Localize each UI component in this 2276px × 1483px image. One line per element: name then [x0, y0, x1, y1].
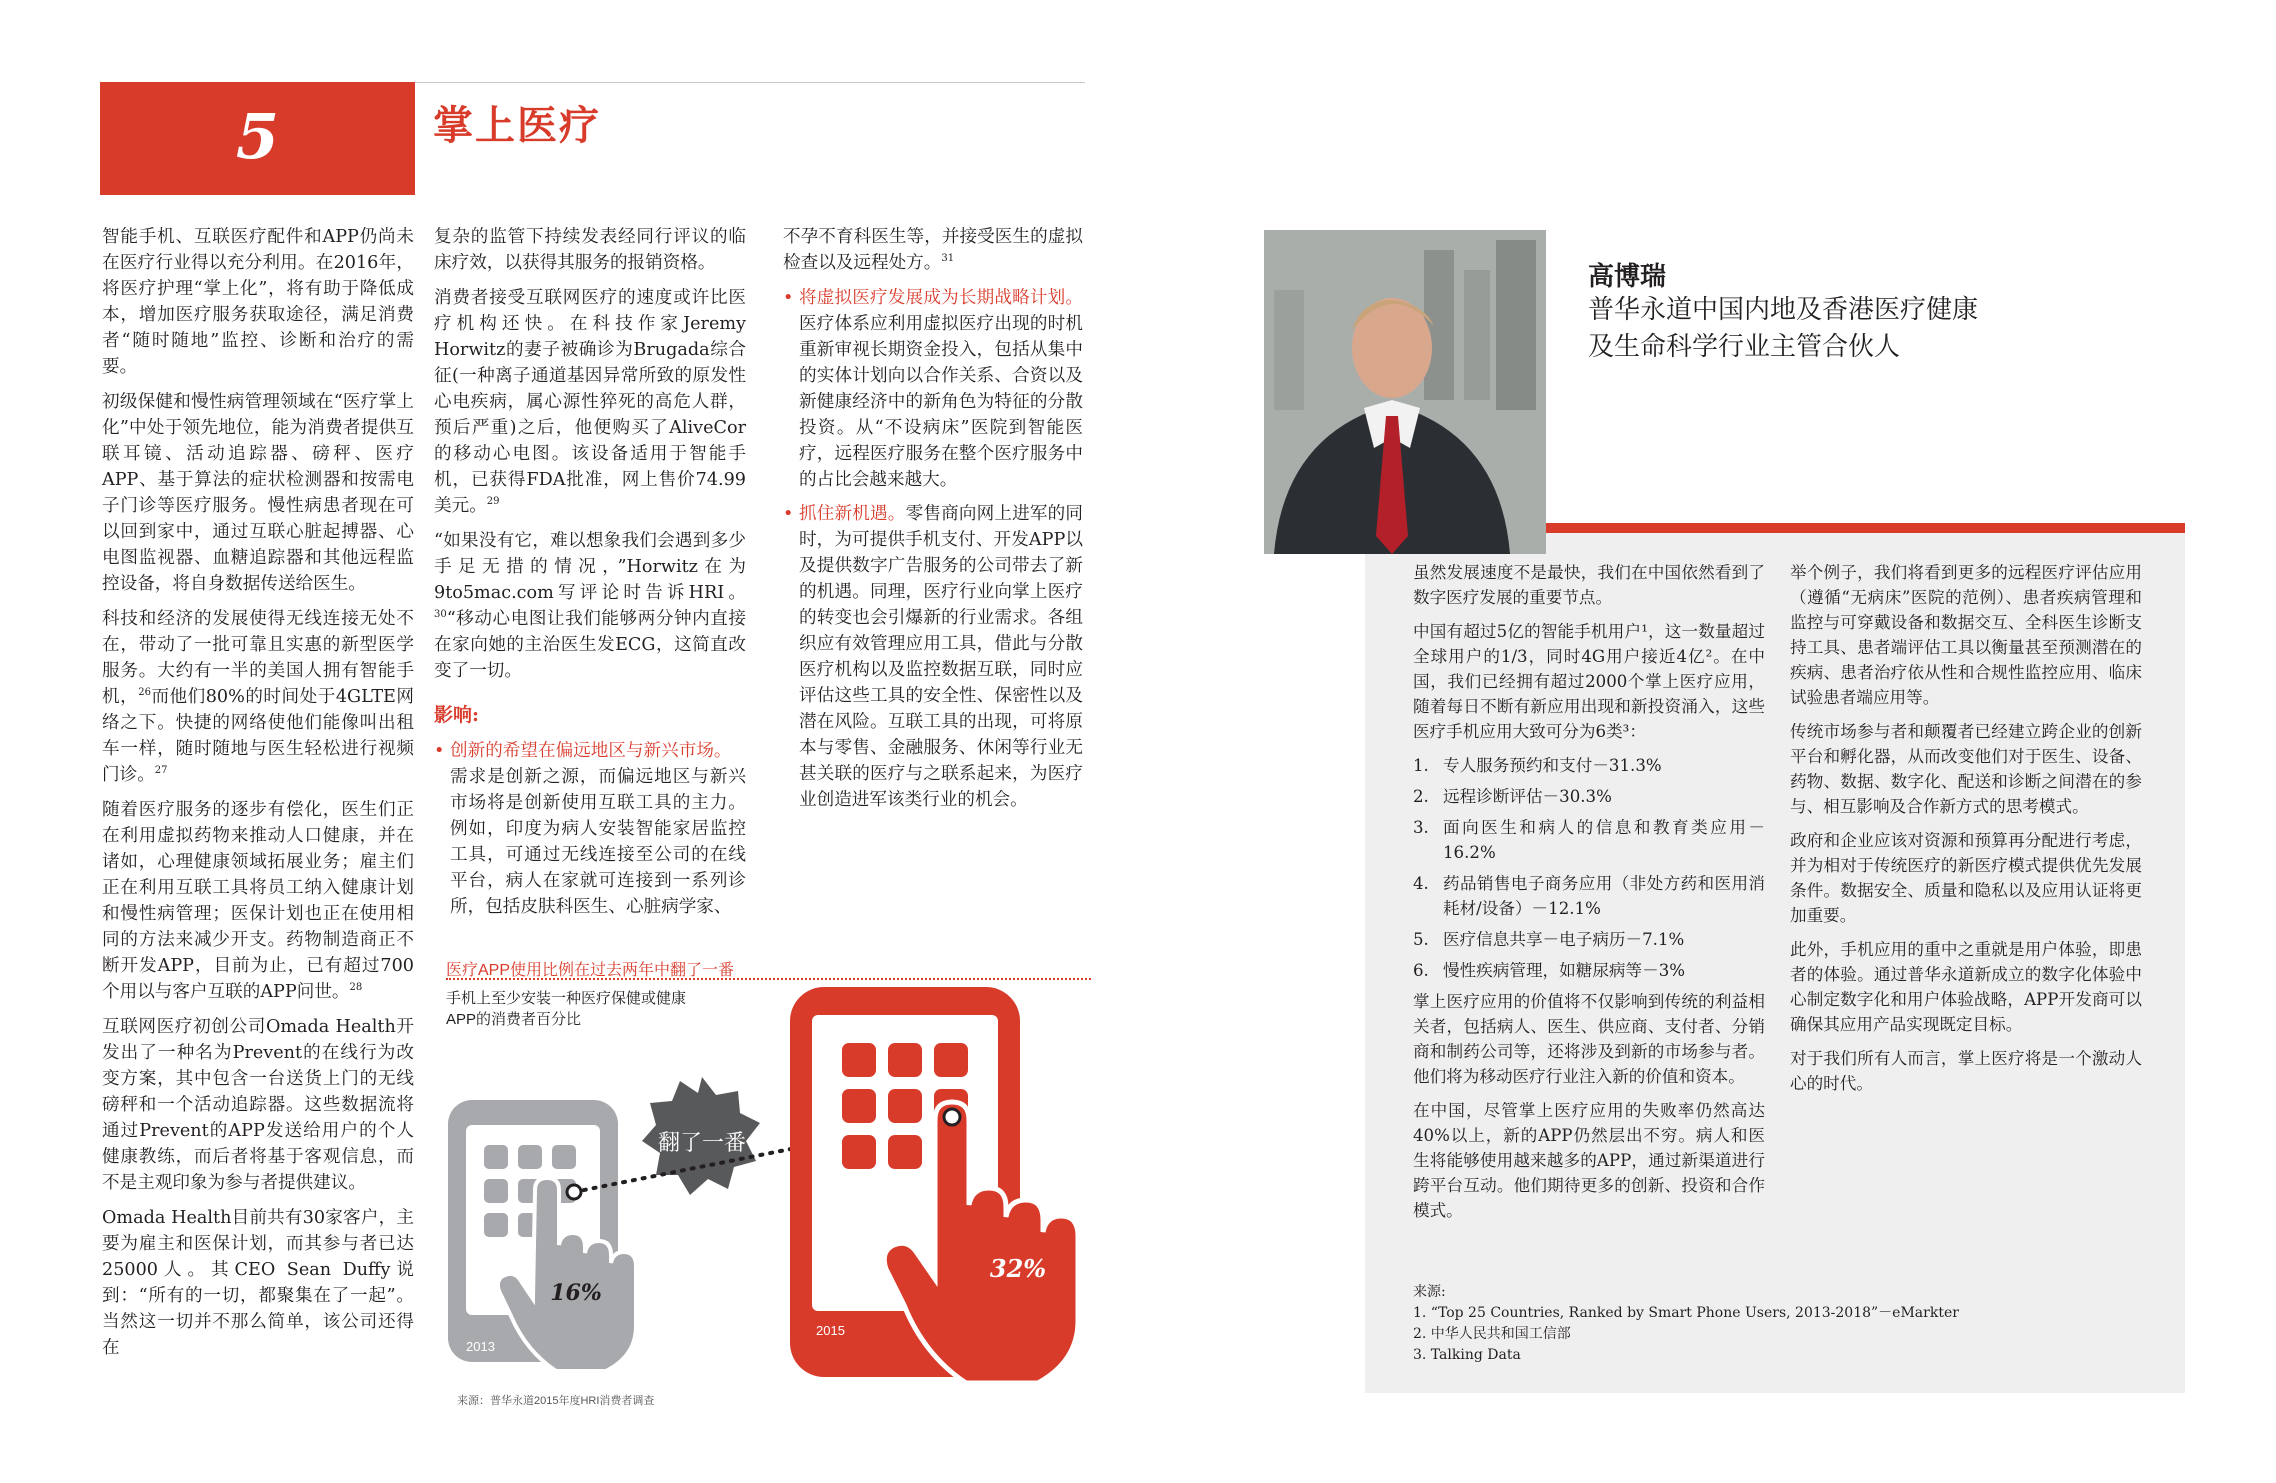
- sources-block: [1413, 1283, 1959, 1367]
- sources-heading: 来源:: [1413, 1284, 1446, 1300]
- paragraph: 消费者接受互联网医疗的速度或许比医疗机构还快。在科技作家Jeremy Horwitz的妻子被确诊为Brugada综合征(一种离子通道基因异常所致的原发性心电疾病，属心源性猝死的高危人群，预后严重)之后，他便购买了AliveCor的移动心电图。该设备适用于智能手机，已获得FDA批准，网上售价74.99美元。$^{29}$: [434, 288, 746, 516]
- paragraph: Omada Health目前共有30家客户，主要为雇主和医保计划，而其参与者已达25000人。其CEO Sean Duffy说到：“所有的一切，都聚集在了一起”。当然这一切并不那么简单，该公司还得在: [102, 1208, 414, 1358]
- paragraph: 复杂的监管下持续发表经同行评议的临床疗效，以获得其服务的报销资格。: [434, 227, 746, 273]
- paragraph: 中国有超过5亿的智能手机用户¹，这一数量超过全球用户的1/3，同时4G用户接近4亿²。在中国，我们已经拥有超过2000个掌上医疗应用，随着每日不断有新应用出现和新投资涌入，这些医疗手机应用大致可分为6类³：: [1413, 622, 1765, 741]
- profile-column-2: [1790, 560, 2142, 1105]
- paragraph: 智能手机、互联医疗配件和APP仍尚未在医疗行业得以充分利用。在2016年，将医疗护理“掌上化”，将有助于降低成本，增加医疗服务获取途径，满足消费者“随时随地”监控、诊断和治疗的需要。: [102, 227, 414, 377]
- pct-2015-label: 32%: [989, 1254, 1047, 1283]
- source-item: 2. 中华人民共和国工信部: [1413, 1326, 1571, 1342]
- chart-divider: [446, 978, 1091, 980]
- article-column-2: [434, 224, 746, 928]
- list-item: 4. 药品销售电子商务应用（非处方药和医用消耗材/设备）－12.1%: [1413, 874, 1765, 918]
- paragraph: 互联网医疗初创公司Omada Health开发出了一种名为Prevent的在线行为改变方案，其中包含一台送货上门的无线磅秤和一个活动追踪器。这些数据流将通过Prevent的APP发送给用户的个人健康教练，而后者将基于客观信息，而不是主观印象为参与者提供建议。: [102, 1017, 414, 1193]
- paragraph: “如果没有它，难以想象我们会遇到多少手足无措的情况，”Horwitz在为9to5mac.com写评论时告诉HRI。$^{30}$“移动心电图让我们能够两分钟内直接在家向她的主治医生发ECG，这简直改变了一切。: [434, 531, 746, 681]
- impact-item: • 创新的希望在偏远地区与新兴市场。 需求是创新之源，而偏远地区与新兴市场将是创新使用互联工具的主力。例如，印度为病人安装智能家居监控工具，可通过无线连接至公司的在线平台，病人在家就可连接到一系列诊所，包括皮肤科医生、心脏病学家、: [434, 738, 746, 920]
- profile-role: 普华永道中国内地及香港医疗健康 及生命科学行业主管合伙人: [1588, 295, 1979, 362]
- chapter-title: 掌上医疗: [433, 102, 601, 149]
- bullet-icon: •: [783, 288, 794, 308]
- paragraph: 在中国，尽管掌上医疗应用的失败率仍然高达40%以上，新的APP仍然层出不穷。病人和医生将能够使用越来越多的APP，通过新渠道进行跨平台互动。他们期待更多的创新、投资和合作模式。: [1413, 1101, 1765, 1220]
- profile-name: 高博瑞: [1588, 262, 1667, 292]
- year-2013-label: 2013: [466, 1339, 495, 1354]
- list-item: 3. 面向医生和病人的信息和教育类应用－16.2%: [1413, 818, 1765, 862]
- pct-2013-label: 16%: [550, 1280, 602, 1306]
- paragraph: 对于我们所有人而言，掌上医疗将是一个激动人心的时代。: [1790, 1049, 2142, 1093]
- impact-list: [434, 738, 746, 920]
- paragraph: 虽然发展速度不是最快，我们在中国依然看到了数字医疗发展的重要节点。: [1413, 563, 1765, 607]
- app-category-list: [1413, 753, 1765, 983]
- list-item: 2. 远程诊断评估－30.3%: [1413, 787, 1612, 806]
- chart-source: 来源：普华永道2015年度HRI消费者调查: [457, 1395, 655, 1407]
- article-column-3: [783, 224, 1083, 821]
- paragraph: 随着医疗服务的逐步有偿化，医生们正在利用虚拟药物来推动人口健康，并在诸如，心理健康领域拓展业务；雇主们正在利用互联工具将员工纳入健康计划和慢性病管理；医保计划也正在使用相同的方法来减少开支。药物制造商正不断开发APP，目前为止，已有超过700个用以与客户互联的APP问世。$^{28}$: [102, 800, 414, 1002]
- bullet-icon: •: [434, 741, 445, 761]
- bullet-icon: •: [783, 504, 794, 524]
- portrait-photo: [1264, 230, 1546, 554]
- source-item: 1. “Top 25 Countries, Ranked by Smart Phone Users, 2013-2018”－eMarkter: [1413, 1305, 1959, 1321]
- footnote-ref: 26: [138, 687, 151, 699]
- paragraph: 掌上医疗应用的价值将不仅影响到传统的利益相关者，包括病人、医生、供应商、支付者、分销商和制药公司等，还将涉及到新的市场参与者。他们将为移动医疗行业注入新的价值和资本。: [1413, 992, 1765, 1086]
- paragraph: 此外，手机应用的重中之重就是用户体验，即患者的体验。通过普华永道新成立的数字化体验中心制定数字化和用户体验战略，APP开发商可以确保其应用产品实现既定目标。: [1790, 940, 2142, 1034]
- footnote-ref: 31: [941, 253, 955, 265]
- source-item: 3. Talking Data: [1413, 1347, 1521, 1363]
- paragraph: 举个例子，我们将看到更多的远程医疗评估应用（遵循“无病床”医院的范例）、患者疾病管理和监控与可穿戴设备和数据交互、全科医生诊断支持工具、患者端评估工具以衡量甚至预测潜在的疾病、患者治疗依从性和合规性监控应用、临床试验患者端应用等。: [1790, 563, 2142, 707]
- chapter-number: 5: [235, 100, 280, 173]
- paragraph: 初级保健和慢性病管理领域在“医疗掌上化”中处于领先地位，能为消费者提供互联耳镜、活动追踪器、磅秤、医疗APP、基于算法的症状检测器和按需电子门诊等医疗服务。慢性病患者现在可以回到家中，通过互联心脏起搏器、心电图监视器、血糖追踪器和其他远程监控设备，将自身数据传送给医生。: [102, 392, 414, 594]
- list-item: 6. 慢性疾病管理，如糖尿病等－3%: [1413, 961, 1686, 980]
- tap-point-2015-icon: [944, 1109, 960, 1125]
- tap-point-2013-icon: [567, 1185, 581, 1199]
- app-usage-infographic: [440, 985, 1100, 1385]
- paragraph: 科技和经济的发展使得无线连接无处不在，带动了一批可靠且实惠的新型医学服务。大约有一半的美国人拥有智能手机，$^{26}$而他们80%的时间处于4GLTE网络之下。快捷的网络使他们能像叫出租车一样，随时随地与医生轻松进行视频门诊。$^{27}$: [102, 609, 414, 785]
- article-column-1: [102, 224, 414, 1370]
- chart-title: 医疗APP使用比例在过去两年中翻了一番: [446, 962, 735, 979]
- profile-column-1: [1413, 560, 1765, 1232]
- paragraph: 不孕不育科医生等，并接受医生的虚拟检查以及远程处方。$^{31}$: [783, 227, 1083, 273]
- portrait-image: [1264, 230, 1546, 554]
- impact-list-continued: [783, 285, 1083, 813]
- footnote-ref: 28: [349, 982, 363, 994]
- paragraph: 政府和企业应该对资源和预算再分配进行考虑，并为相对于传统医疗的新医疗模式提供优先发展条件。数据安全、质量和隐私以及应用认证将更加重要。: [1790, 831, 2142, 925]
- impact-item: • 抓住新机遇。零售商向网上进军的同时，为可提供手机支付、开发APP以及提供数字广告服务的公司带去了新的机遇。同理，医疗行业向掌上医疗的转变也会引爆新的行业需求。各组织应有效管理应用工具，借此与分散医疗机构以及监控数据互联，同时应评估这些工具的安全性、保密性以及潜在风险。互联工具的出现，可将原本与零售、金融服务、休闲等行业无甚关联的医疗与之联系起来，为医疗业创造进军该类行业的机会。: [783, 501, 1083, 813]
- impact-item: • 将虚拟医疗发展成为长期战略计划。医疗体系应利用虚拟医疗出现的时机重新审视长期资金投入，包括从集中的实体计划向以合作关系、合资以及新健康经济中的新角色为特征的分散投资。从“不设病床”医院到智能医疗，远程医疗服务在整个医疗服务中的占比会越来越大。: [783, 285, 1083, 493]
- paragraph: 传统市场参与者和颠覆者已经建立跨企业的创新平台和孵化器，从而改变他们对于医生、设备、药物、数据、数字化、配送和诊断之间潜在的参与、相互影响及合作新方式的思考模式。: [1790, 722, 2142, 816]
- year-2015-label: 2015: [816, 1323, 845, 1338]
- footnote-ref: 29: [486, 496, 500, 508]
- list-item: 5. 医疗信息共享－电子病历－7.1%: [1413, 930, 1685, 949]
- list-item: 1. 专人服务预约和支付－31.3%: [1413, 756, 1662, 775]
- footnote-ref: 30: [434, 609, 447, 621]
- impact-heading: 影响:: [434, 704, 480, 726]
- footnote-ref: 27: [154, 765, 168, 777]
- doubled-label: 翻了一番: [657, 1131, 747, 1156]
- chart-subtitle: 手机上至少安装一种医疗保健或健康APP的消费者百分比: [446, 990, 687, 1028]
